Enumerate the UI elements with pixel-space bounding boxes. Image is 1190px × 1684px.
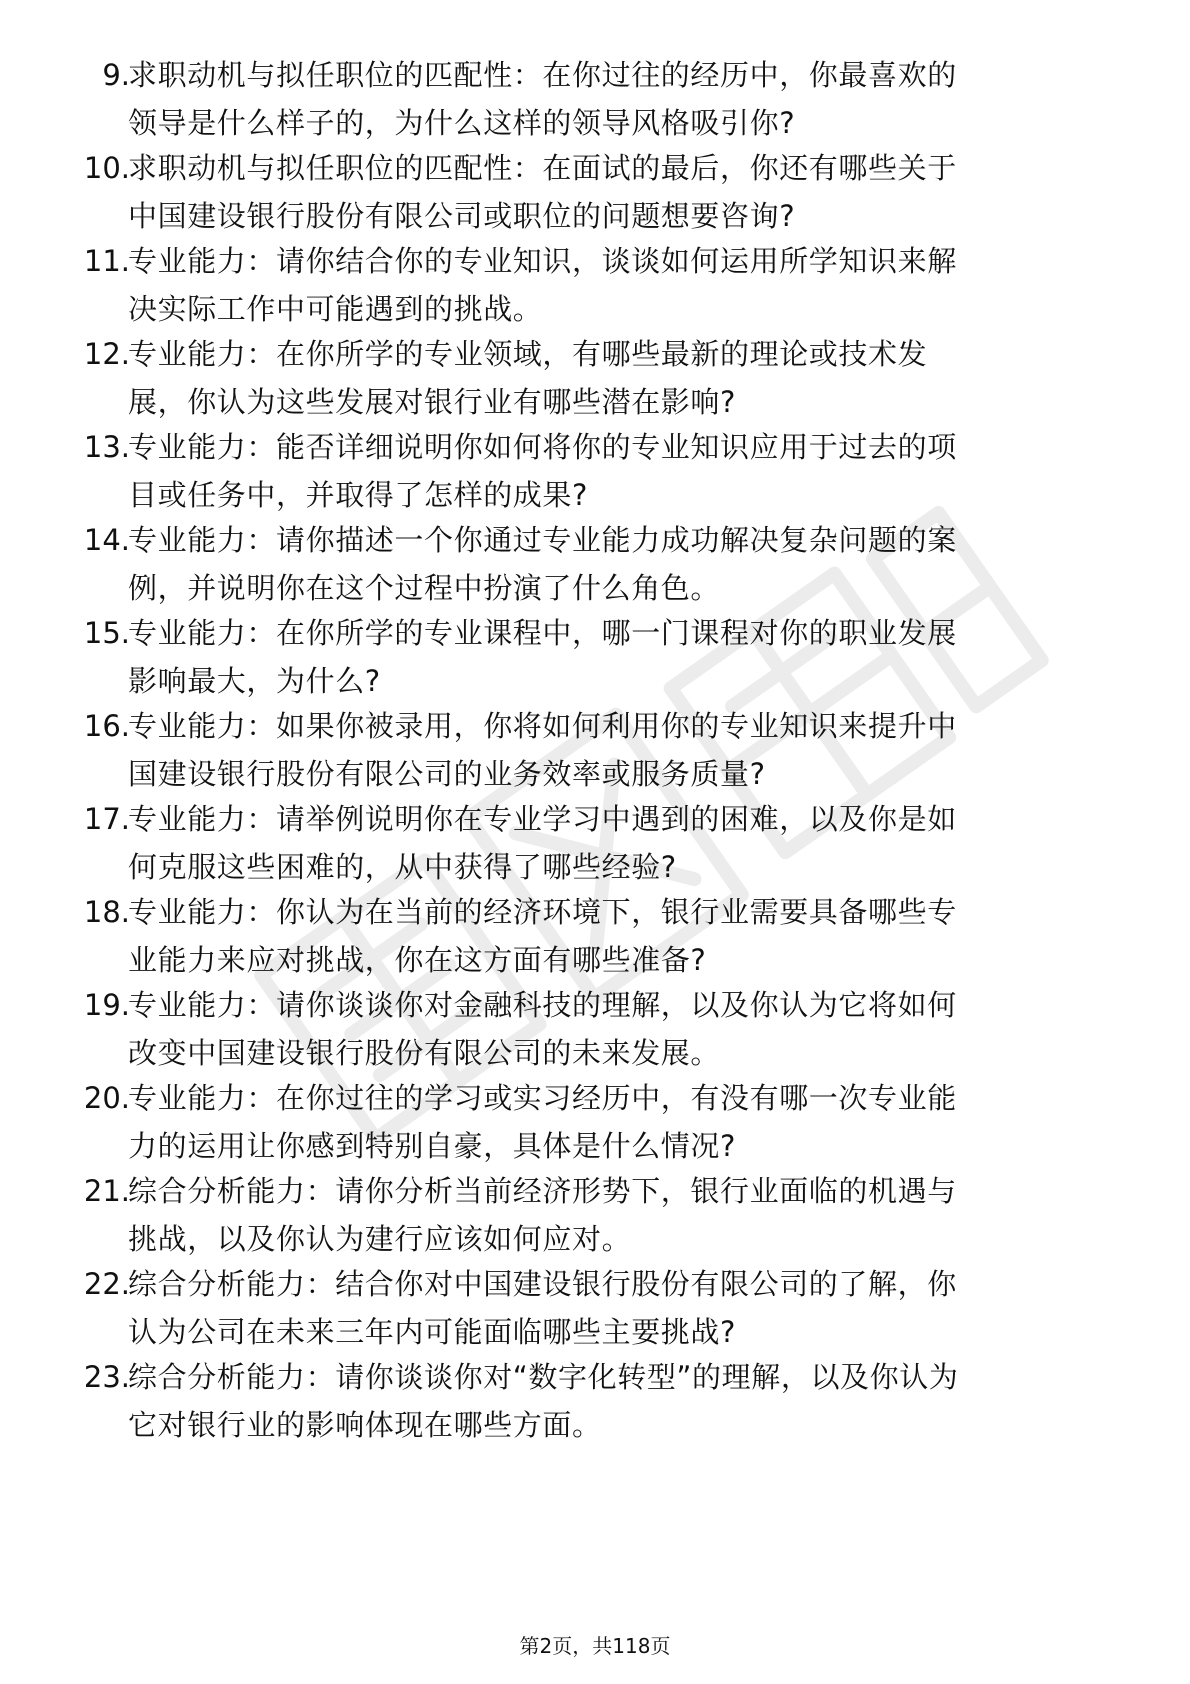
question-item [0,423,1190,513]
question-line: 目或任务中，并取得了怎样的成果? [128,478,588,512]
question-text [128,330,1128,426]
question-line: 认为公司在未来三年内可能面临哪些主要挑战? [128,1315,736,1349]
question-line: 改变中国建设银行股份有限公司的未来发展。 [128,1036,721,1070]
question-text [128,516,1128,612]
question-line: 展，你认为这些发展对银行业有哪些潜在影响? [128,385,736,419]
question-text [128,1260,1128,1356]
question-line: 专业能力：在你过往的学习或实习经历中，有没有哪一次专业能 [128,1081,957,1115]
question-item [0,702,1190,792]
question-text [128,795,1128,891]
question-number: 9. [102,58,130,92]
question-text [128,423,1128,519]
question-line: 例，并说明你在这个过程中扮演了什么角色。 [128,571,721,605]
question-line: 专业能力：请举例说明你在专业学习中遇到的困难，以及你是如 [128,802,957,836]
question-item [0,330,1190,420]
question-line: 力的运用让你感到特别自豪，具体是什么情况? [128,1129,736,1163]
question-text [128,1074,1128,1170]
question-item [0,1260,1190,1350]
page-number-label: 第2页，共118页 [519,1634,671,1658]
question-line: 专业能力：如果你被录用，你将如何利用你的专业知识来提升中 [128,709,957,743]
question-text [128,237,1128,333]
question-line: 领导是什么样子的，为什么这样的领导风格吸引你? [128,106,796,140]
question-number: 16. [83,709,130,743]
question-text [128,51,1128,147]
question-line: 求职动机与拟任职位的匹配性：在面试的最后，你还有哪些关于 [128,151,957,185]
question-number: 20. [83,1081,130,1115]
question-item [0,1353,1190,1443]
question-line: 综合分析能力：请你分析当前经济形势下，银行业面临的机遇与 [128,1174,957,1208]
question-line: 影响最大，为什么? [128,664,381,698]
question-item [0,516,1190,606]
question-text [128,609,1128,705]
question-item [0,1167,1190,1257]
question-number: 12. [83,337,130,371]
question-text [128,888,1128,984]
question-line: 综合分析能力：结合你对中国建设银行股份有限公司的了解，你 [128,1267,957,1301]
question-number: 18. [83,895,130,929]
question-number: 14. [83,523,130,557]
question-line: 中国建设银行股份有限公司或职位的问题想要咨询? [128,199,796,233]
question-number: 22. [83,1267,130,1301]
question-number: 10. [83,151,130,185]
question-line: 专业能力：请你谈谈你对金融科技的理解，以及你认为它将如何 [128,988,957,1022]
question-item [0,609,1190,699]
question-number: 13. [83,430,130,464]
question-number: 11. [83,244,130,278]
question-line: 挑战，以及你认为建行应该如何应对。 [128,1222,632,1256]
question-number: 21. [83,1174,130,1208]
question-item [0,1074,1190,1164]
question-line: 专业能力：请你描述一个你通过专业能力成功解决复杂问题的案 [128,523,957,557]
question-line: 它对银行业的影响体现在哪些方面。 [128,1408,602,1442]
question-text [128,144,1128,240]
question-line: 专业能力：请你结合你的专业知识，谈谈如何运用所学知识来解 [128,244,957,278]
question-number: 17. [83,802,130,836]
question-number: 19. [83,988,130,1022]
question-item [0,981,1190,1071]
question-item [0,795,1190,885]
question-number: 15. [83,616,130,650]
question-line: 专业能力：能否详细说明你如何将你的专业知识应用于过去的项 [128,430,957,464]
question-line: 业能力来应对挑战，你在这方面有哪些准备? [128,943,707,977]
question-number: 23. [83,1360,130,1394]
question-item [0,888,1190,978]
question-text [128,1167,1128,1263]
page-footer [0,1632,1190,1660]
question-line: 国建设银行股份有限公司的业务效率或服务质量? [128,757,766,791]
question-line: 专业能力：你认为在当前的经济环境下，银行业需要具备哪些专 [128,895,957,929]
question-item [0,51,1190,141]
question-item [0,237,1190,327]
question-item [0,144,1190,234]
question-text [128,981,1128,1077]
question-line: 综合分析能力：请你谈谈你对“数字化转型”的理解，以及你认为 [128,1360,959,1394]
question-line: 何克服这些困难的，从中获得了哪些经验? [128,850,677,884]
question-line: 专业能力：在你所学的专业领域，有哪些最新的理论或技术发 [128,337,928,371]
question-text [128,1353,1128,1449]
question-line: 求职动机与拟任职位的匹配性：在你过往的经历中，你最喜欢的 [128,58,957,92]
question-line: 专业能力：在你所学的专业课程中，哪一门课程对你的职业发展 [128,616,957,650]
question-line: 决实际工作中可能遇到的挑战。 [128,292,543,326]
question-text [128,702,1128,798]
